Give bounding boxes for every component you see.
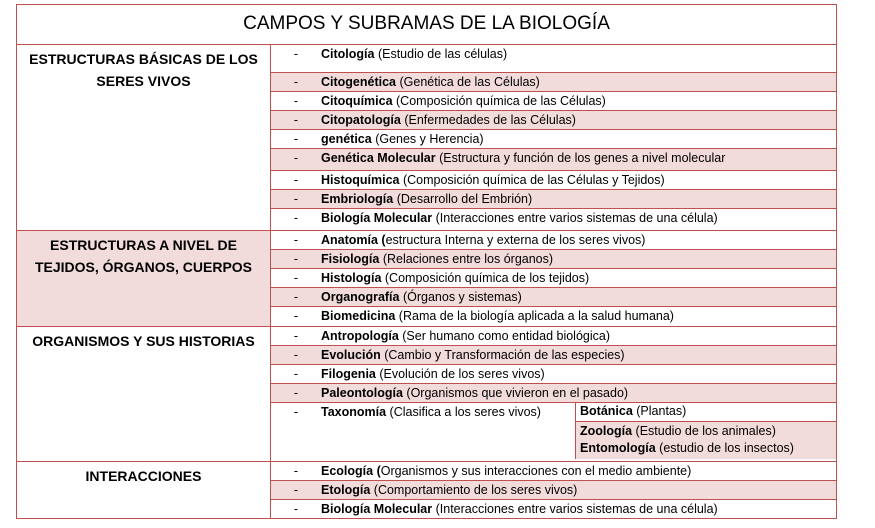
term: Entomología <box>580 441 656 455</box>
branch-item <box>576 422 836 459</box>
list-item <box>271 92 836 111</box>
term: Ecología ( <box>321 464 381 478</box>
list-item <box>271 365 836 384</box>
term: Histología <box>321 271 382 285</box>
list-item <box>271 45 836 73</box>
list-item <box>271 190 836 209</box>
taxonomy-branches <box>576 403 836 459</box>
description: (Rama de la biología aplicada a la salud humana) <box>395 309 674 323</box>
dash: - <box>293 113 299 127</box>
term: genética <box>321 132 372 146</box>
term: Biología Molecular <box>321 211 433 225</box>
list-item <box>271 307 836 325</box>
term: Citología <box>321 47 375 61</box>
term: Evolución <box>321 348 381 362</box>
description: (Composición química de las Células y Tejidos) <box>399 173 665 187</box>
list-item <box>271 500 836 518</box>
dash: - <box>293 151 299 165</box>
list-item <box>271 111 836 130</box>
taxonomy-cell <box>271 403 576 459</box>
description: (Comportamiento de los seres vivos) <box>370 483 578 497</box>
biology-table <box>16 4 837 519</box>
group-organismos <box>17 327 836 462</box>
group-heading: ESTRUCTURAS BÁSICAS DE LOS SERES VIVOS <box>17 45 271 230</box>
description: (estudio de los insectos) <box>655 441 794 455</box>
term: Citopatología <box>321 113 401 127</box>
list-item <box>271 384 836 403</box>
description: (Interacciones entre varios sistemas de una célula) <box>432 211 718 225</box>
dash: - <box>293 464 299 478</box>
description: (Estudio de los animales) <box>632 424 776 438</box>
group-heading: ORGANISMOS Y SUS HISTORIAS <box>17 327 271 461</box>
dash: - <box>293 47 299 61</box>
description: (Ser humano como entidad biológica) <box>398 329 610 343</box>
group-heading: INTERACCIONES <box>17 462 271 518</box>
description: (Organismos que vivieron en el pasado) <box>402 386 629 400</box>
dash: - <box>293 309 299 323</box>
list-item <box>271 73 836 92</box>
dash: - <box>293 94 299 108</box>
term: Antropología <box>321 329 399 343</box>
description: estructura Interna y externa de los seres vivos) <box>385 233 646 247</box>
branch-item <box>576 403 836 422</box>
description: (Clasifica a los seres vivos) <box>386 405 541 419</box>
description: (Plantas) <box>632 404 687 418</box>
dash: - <box>293 502 299 516</box>
description: (Genes y Herencia) <box>371 132 484 146</box>
term: Fisiología <box>321 252 380 266</box>
description: (Estudio de las células) <box>374 47 508 61</box>
term: Biomedicina <box>321 309 396 323</box>
list-item <box>271 231 836 250</box>
dash: - <box>293 367 299 381</box>
dash: - <box>293 405 299 419</box>
list-item <box>271 462 836 481</box>
list-item <box>271 209 836 227</box>
description: (Estructura y función de los genes a nivel molecular <box>435 151 726 165</box>
term: Histoquímica <box>321 173 400 187</box>
dash: - <box>293 211 299 225</box>
group-estructuras-basicas <box>17 45 836 231</box>
dash: - <box>293 233 299 247</box>
dash: - <box>293 348 299 362</box>
description: (Evolución de los seres vivos) <box>375 367 545 381</box>
list-item <box>271 250 836 269</box>
term: Zoología <box>580 424 633 438</box>
term: Paleontología <box>321 386 403 400</box>
dash: - <box>293 290 299 304</box>
description: (Cambio y Transformación de las especies) <box>380 348 625 362</box>
description: (Interacciones entre varios sistemas de una célula) <box>432 502 718 516</box>
description: (Desarrollo del Embrión) <box>393 192 533 206</box>
dash: - <box>293 483 299 497</box>
term: Genética Molecular <box>321 151 436 165</box>
term: Citoquímica <box>321 94 393 108</box>
list-item <box>271 269 836 288</box>
term: Etología <box>321 483 371 497</box>
dash: - <box>293 329 299 343</box>
group-heading: ESTRUCTURAS A NIVEL DE TEJIDOS, ÓRGANOS, CUERPOS <box>17 231 271 326</box>
description: (Composición química de los tejidos) <box>381 271 590 285</box>
taxonomy-row <box>271 403 836 459</box>
description: (Genética de las Células) <box>396 75 540 89</box>
list-item <box>271 149 836 171</box>
dash: - <box>293 173 299 187</box>
dash: - <box>293 192 299 206</box>
term: Botánica <box>580 404 633 418</box>
term: Citogenética <box>321 75 397 89</box>
description: (Enfermedades de las Células) <box>400 113 576 127</box>
list-item <box>271 327 836 346</box>
description: Organismos y sus interacciones con el medio ambiente) <box>380 464 692 478</box>
group-interacciones <box>17 462 836 518</box>
list-item <box>271 481 836 500</box>
list-item <box>271 171 836 190</box>
dash: - <box>293 132 299 146</box>
list-item <box>271 288 836 307</box>
description: (Composición química de las Células) <box>392 94 606 108</box>
term: Filogenia <box>321 367 376 381</box>
table-title: CAMPOS Y SUBRAMAS DE LA BIOLOGÍA <box>17 5 836 45</box>
dash: - <box>293 271 299 285</box>
term: Biología Molecular <box>321 502 433 516</box>
description: (Relaciones entre los órganos) <box>379 252 554 266</box>
list-item <box>271 130 836 149</box>
group-estructuras-tejidos <box>17 231 836 327</box>
term: Embriología <box>321 192 394 206</box>
list-item <box>271 346 836 365</box>
dash: - <box>293 252 299 266</box>
description: (Órganos y sistemas) <box>399 290 522 304</box>
term: Anatomía ( <box>321 233 386 247</box>
dash: - <box>293 386 299 400</box>
dash: - <box>293 75 299 89</box>
term: Taxonomía <box>321 405 387 419</box>
term: Organografía <box>321 290 400 304</box>
